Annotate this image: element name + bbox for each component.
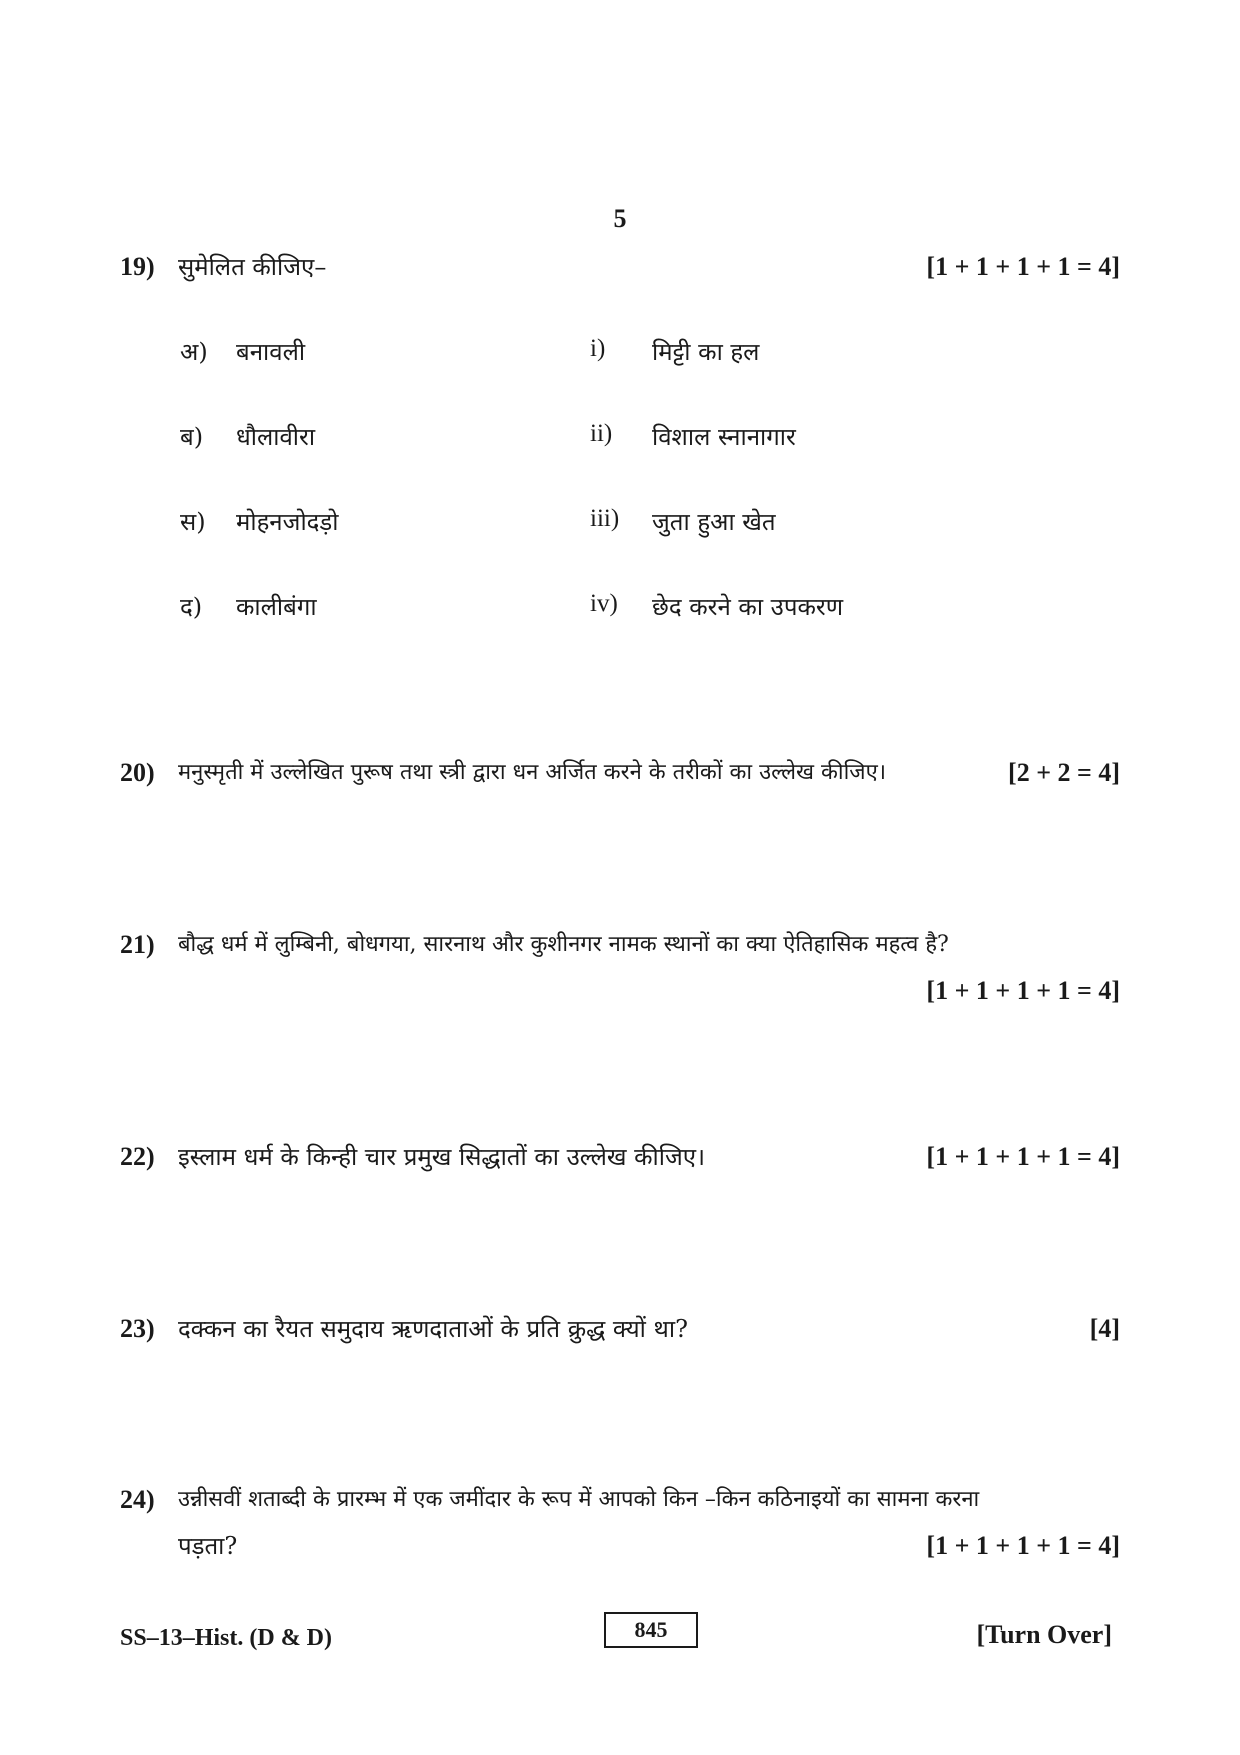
match-right-label: iii) [590, 505, 620, 532]
match-left-label: अ) [180, 338, 208, 366]
question-23 [120, 1312, 1120, 1352]
match-left-text: धौलावीरा [236, 423, 316, 451]
question-text: इस्लाम धर्म के किन्ही चार प्रमुख सिद्धातों का उल्लेख कीजिए। [178, 1143, 706, 1171]
question-marks: [1 + 1 + 1 + 1 = 4] [926, 976, 1120, 1005]
paper-code: SS–13–Hist. (D & D) [120, 1625, 333, 1651]
match-left-text: मोहनजोदड़ो [236, 508, 339, 536]
match-right-text: जुता हुआ खेत [652, 508, 776, 536]
question-number: 23) [120, 1314, 155, 1343]
match-left-text: कालीबंगा [236, 593, 317, 621]
question-24 [120, 1483, 1120, 1573]
match-right-text: विशाल स्नानागार [652, 423, 796, 451]
match-right-label: ii) [590, 420, 613, 447]
question-text: मनुस्मृती में उल्लेखित पुरूष तथा स्त्री द्वारा धन अर्जित करने के तरीकों का उल्लेख कीजिए। [178, 760, 887, 785]
paper-number-box: 845 [604, 1612, 698, 1648]
question-marks: [2 + 2 = 4] [1008, 758, 1120, 787]
question-text: बौद्ध धर्म में लुम्बिनी, बोधगया, सारनाथ और कुशीनगर नामक स्थानों का क्या ऐतिहासिक महत्व है? [178, 932, 949, 957]
turn-over-label: [Turn Over] [976, 1620, 1112, 1649]
question-20 [120, 756, 1120, 796]
match-row-3 [180, 505, 1080, 539]
page-number: 5 [613, 204, 627, 233]
match-left-label: स) [180, 508, 206, 536]
match-right-label: i) [590, 335, 606, 362]
match-right-text: मिट्टी का हल [652, 338, 760, 366]
question-number: 21) [120, 930, 155, 959]
question-marks: [4] [1089, 1314, 1120, 1343]
match-left-label: द) [180, 593, 203, 621]
question-marks: [1 + 1 + 1 + 1 = 4] [926, 252, 1120, 281]
question-number: 19) [120, 252, 155, 281]
question-21 [120, 928, 1120, 1018]
question-text-line-2: पड़ता? [178, 1532, 238, 1560]
question-marks: [1 + 1 + 1 + 1 = 4] [926, 1531, 1120, 1560]
match-row-2 [180, 420, 1080, 454]
question-22 [120, 1140, 1120, 1180]
match-right-label: iv) [590, 590, 618, 617]
match-left-text: बनावली [236, 338, 306, 366]
question-number: 22) [120, 1142, 155, 1171]
match-right-text: छेद करने का उपकरण [652, 593, 844, 621]
question-number: 20) [120, 758, 155, 787]
question-text-line-1: उन्नीसवीं शताब्दी के प्रारम्भ में एक जमींदार के रूप में आपको किन –किन कठिनाइयों का सामना करना [178, 1487, 980, 1512]
match-left-label: ब) [180, 423, 204, 451]
question-text: सुमेलित कीजिए– [178, 253, 327, 281]
match-row-1 [180, 335, 1080, 369]
question-marks: [1 + 1 + 1 + 1 = 4] [926, 1142, 1120, 1171]
question-text: दक्कन का रैयत समुदाय ऋणदाताओं के प्रति क्रुद्ध क्यों था? [178, 1315, 688, 1343]
match-row-4 [180, 590, 1080, 624]
question-number: 24) [120, 1485, 155, 1514]
question-19 [120, 250, 1120, 290]
